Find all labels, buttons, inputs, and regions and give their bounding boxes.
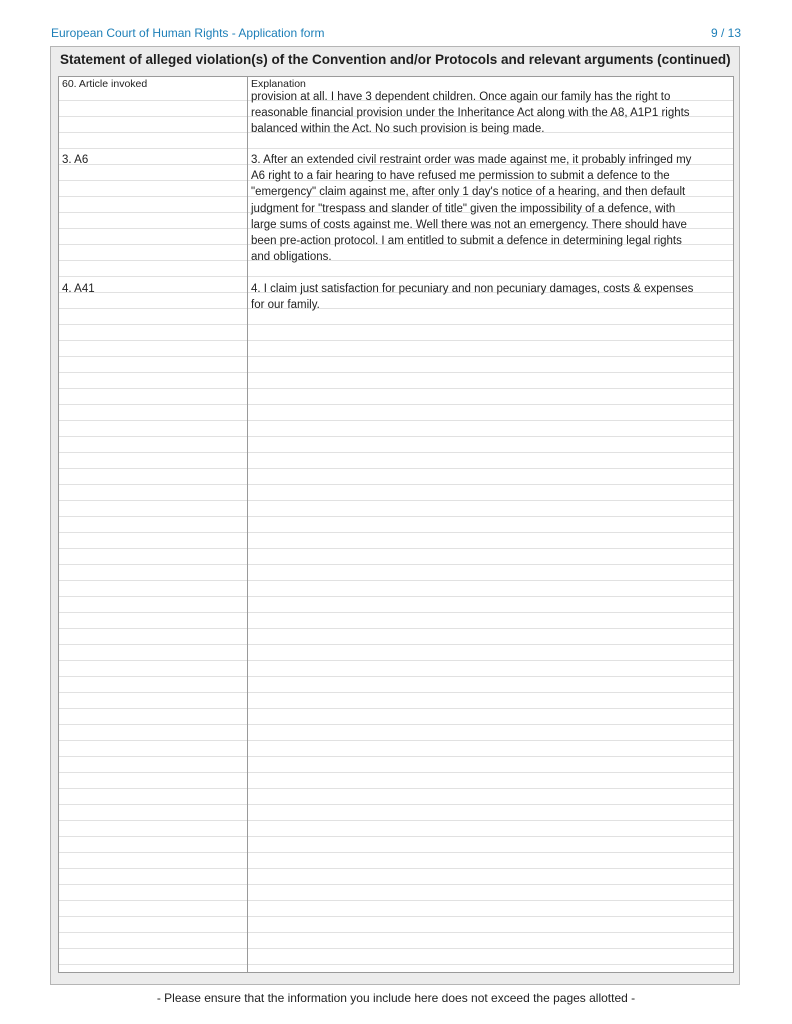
page-header [51, 26, 741, 42]
page-number: 9 / 13 [710, 26, 741, 40]
page-footer-note: - Please ensure that the information you include here does not exceed the pages allotted - [156, 991, 636, 1005]
column-header-article: 60. Article invoked [62, 78, 148, 90]
explanation-cell[interactable]: provision at all. I have 3 dependent children. Once again our family has the right to reasonable financial provision under the Inheritance Act along with the A8, A1P1 rights balanced within the Act. No such provision is being made. [251, 91, 690, 136]
article-cell[interactable]: 4. A41 [62, 283, 95, 295]
article-cell[interactable]: 3. A6 [62, 154, 89, 166]
explanation-cell[interactable]: 4. I claim just satisfaction for pecuniary and non pecuniary damages, costs & expenses for our family. [251, 283, 694, 312]
explanation-cell[interactable]: 3. After an extended civil restraint order was made against me, it probably infringed my A6 right to a fair hearing to have refused me permission to submit a defence to the "emergency" claim against me, after only 1 day's notice of a hearing, and then default judgment for "trespass and slander of title" given the impossibility of a defence, with large sums of costs against me. Well there was not an emergency. There should have been pre-action protocol. I am entitled to submit a defence in determining legal rights and obligations. [251, 154, 692, 264]
form-title: European Court of Human Rights - Application form [51, 26, 325, 40]
column-divider [247, 76, 248, 973]
section-title: Statement of alleged violation(s) of the Convention and/or Protocols and relevant arguments (continued) [60, 52, 731, 67]
column-header-explanation: Explanation [251, 78, 306, 90]
